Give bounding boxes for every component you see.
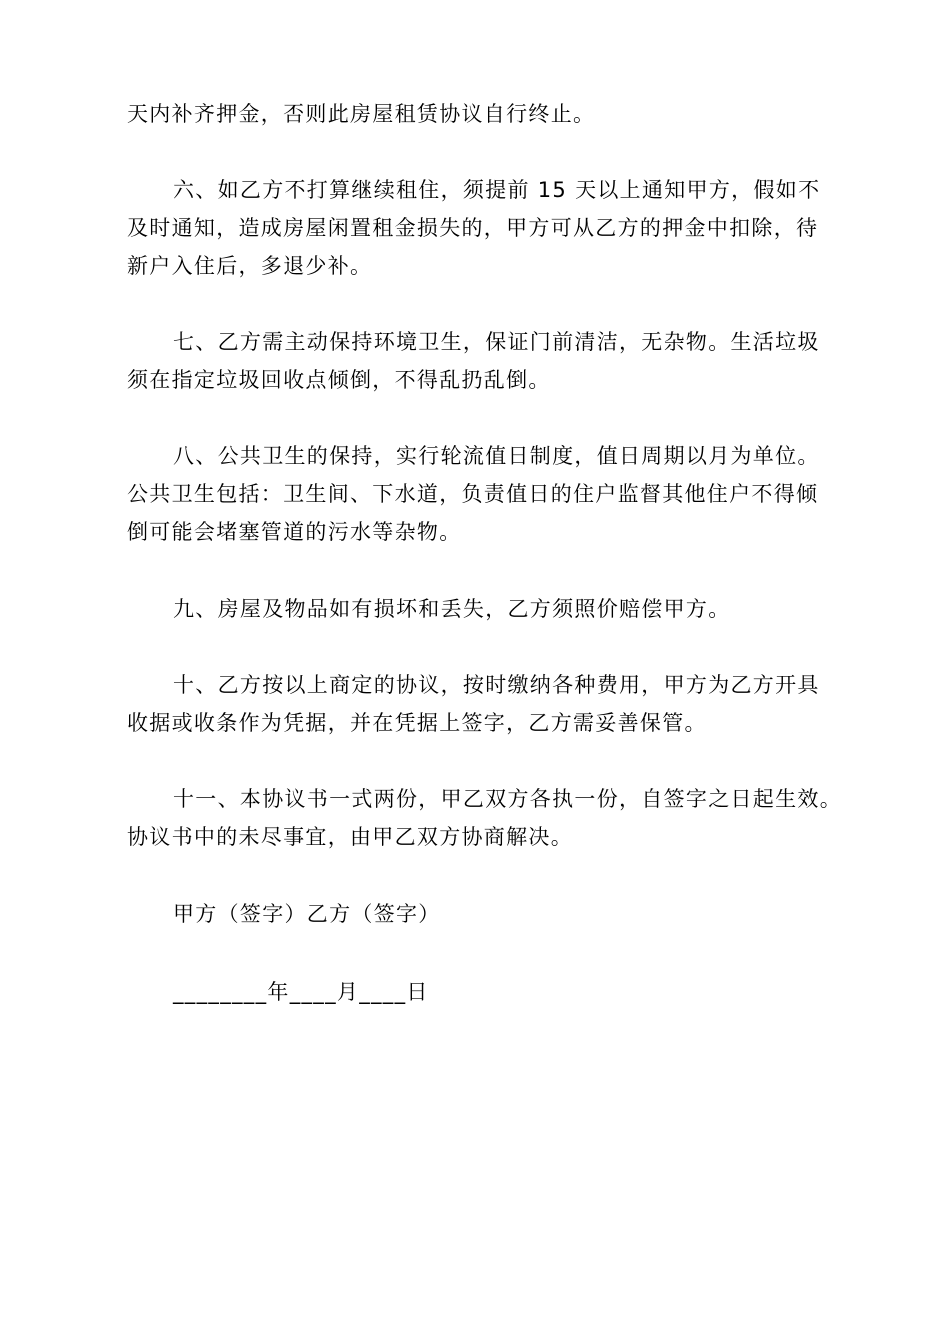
text-line: 协议书中的未尽事宜，由甲乙双方协商解决。 — [127, 825, 573, 849]
date-line — [127, 973, 847, 1011]
text-line: 六、如乙方不打算继续租住，须提前 15 天以上通知甲方，假如不 — [173, 178, 821, 202]
text-line: 倒可能会堵塞管道的污水等杂物。 — [127, 520, 462, 544]
text-line: 公共卫生包括：卫生间、下水道，负责值日的住户监督其他住户不得倾 — [127, 482, 819, 506]
text-line: 十、乙方按以上商定的协议，按时缴纳各种费用，甲方为乙方开具 — [173, 673, 820, 697]
text-line: 新户入住后，多退少补。 — [127, 254, 373, 278]
signature-text: 甲方（签字）乙方（签字） — [173, 902, 441, 926]
text-line: 八、公共卫生的保持，实行轮流值日制度，值日周期以月为单位。 — [173, 444, 820, 468]
clause-6 — [127, 171, 847, 285]
clause-8 — [127, 437, 847, 551]
paragraph-continued — [127, 95, 847, 133]
text-line: 收据或收条作为凭据，并在凭据上签字，乙方需妥善保管。 — [127, 711, 707, 735]
clause-10 — [127, 666, 847, 742]
text-line: 七、乙方需主动保持环境卫生，保证门前清洁，无杂物。生活垃圾 — [173, 330, 820, 354]
text-line: 须在指定垃圾回收点倾倒，不得乱扔乱倒。 — [127, 368, 551, 392]
date-text: ________年____月____日 — [173, 980, 429, 1004]
text-line: 九、房屋及物品如有损坏和丢失，乙方须照价赔偿甲方。 — [173, 597, 731, 621]
text-line: 十一、本协议书一式两份，甲乙双方各执一份，自签字之日起生效。 — [173, 787, 842, 811]
clause-9 — [127, 590, 847, 628]
clause-11 — [127, 780, 847, 856]
clause-7 — [127, 323, 847, 399]
signature-line — [127, 895, 847, 933]
text-line: 天内补齐押金，否则此房屋租赁协议自行终止。 — [127, 102, 596, 126]
text-line: 及时通知，造成房屋闲置租金损失的，甲方可从乙方的押金中扣除，待 — [127, 216, 819, 240]
